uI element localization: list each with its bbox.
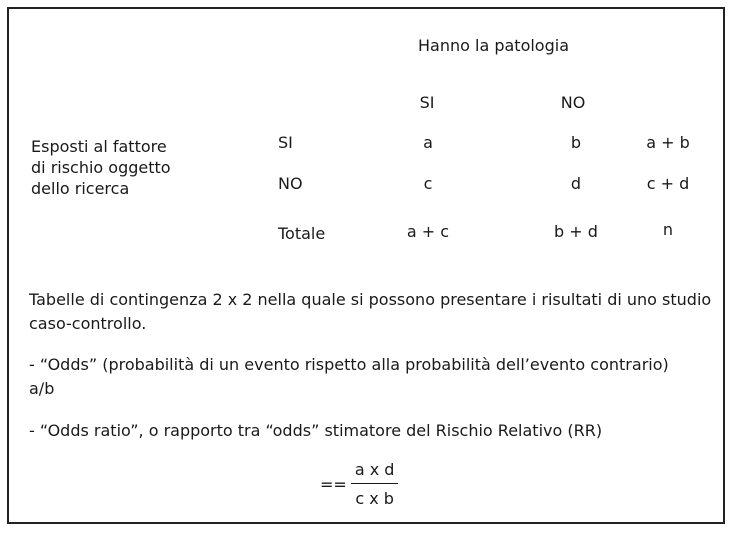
cell-grand-total: n — [662, 220, 674, 239]
odds-ratio-formula — [320, 460, 398, 509]
cell-c: c — [423, 174, 433, 193]
formula-fraction — [351, 460, 399, 509]
cell-b: b — [570, 133, 582, 152]
cell-d: d — [570, 174, 582, 193]
formula-denominator: c x b — [355, 489, 394, 508]
row-group-label-line-1: Esposti al fattore — [31, 137, 167, 156]
formula-equals: == — [320, 475, 347, 494]
row-label-no: NO — [278, 174, 303, 193]
paragraph-contingency-table: Tabelle di contingenza 2 x 2 nella quale si possono presentare i risultati di uno studio caso-controllo. — [29, 290, 712, 333]
row-group-label-line-3: dello ricerca — [31, 179, 130, 198]
cell-total-col-no: b + d — [554, 222, 598, 241]
row-group-label-line-2: di rischio oggetto — [31, 158, 171, 177]
cell-a: a — [423, 133, 433, 152]
paragraph-odds-definition: - “Odds” (probabilità di un evento rispetto alla probabilità dell’evento contrario) — [29, 355, 669, 374]
document-frame — [7, 7, 725, 524]
table-header: Hanno la patologia — [418, 36, 569, 55]
column-header-no: NO — [560, 93, 586, 112]
cell-total-col-si: a + c — [406, 222, 450, 241]
paragraph-odds-formula: a/b — [29, 379, 55, 398]
row-label-si: SI — [278, 133, 293, 152]
row-label-totale: Totale — [278, 224, 326, 243]
formula-numerator: a x d — [351, 460, 399, 484]
column-header-si: SI — [419, 93, 435, 112]
cell-total-row-no: c + d — [646, 174, 690, 193]
paragraph-odds-ratio: - “Odds ratio”, o rapporto tra “odds” stimatore del Rischio Relativo (RR) — [29, 421, 603, 440]
cell-total-row-si: a + b — [646, 133, 690, 152]
